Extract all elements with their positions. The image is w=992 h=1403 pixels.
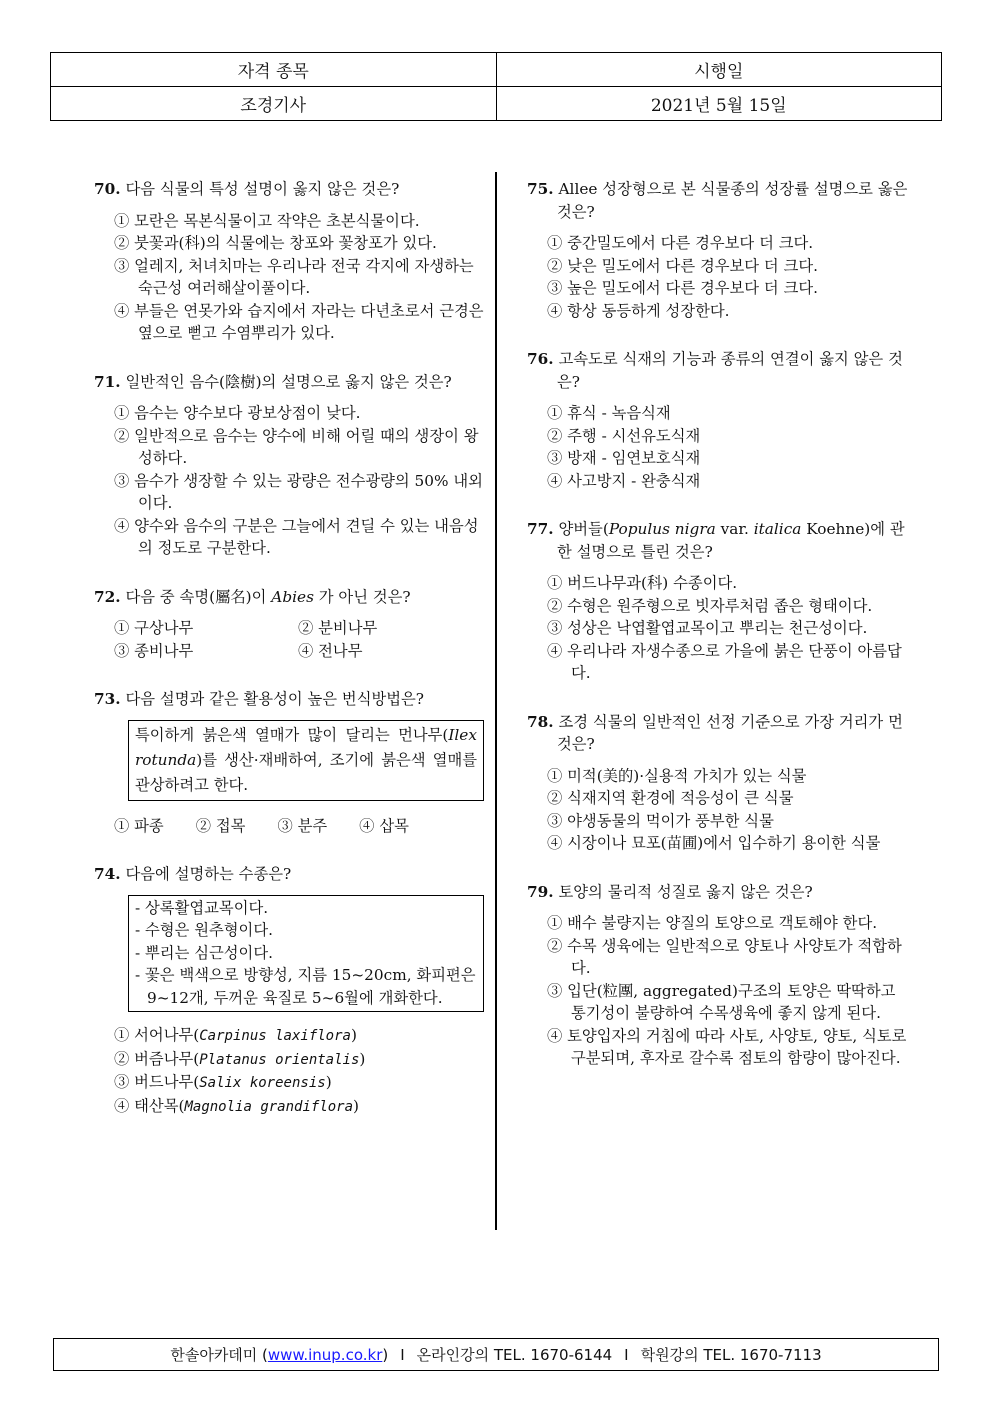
question-text: [94, 863, 484, 886]
option-list: [547, 765, 912, 855]
option-2[interactable]: ② 주행 - 시선유도식재: [547, 426, 701, 445]
option-label: ① 서어나무(: [114, 1026, 200, 1044]
option-2[interactable]: ② 낮은 밀도에서 다른 경우보다 더 크다.: [547, 256, 818, 275]
option-3[interactable]: [114, 1071, 484, 1095]
box-item: - 수형은 원추형이다.: [135, 921, 273, 939]
question-74: [94, 863, 484, 1118]
scientific-name: Salix koreensis: [199, 1075, 326, 1091]
box-text-end: )를 생산·재배하여, 조기에 붉은색 열매를 관상하려고 한다.: [135, 750, 477, 794]
option-1[interactable]: [114, 1024, 484, 1048]
scientific-name: Platanus orientalis: [199, 1051, 360, 1068]
option-3[interactable]: ③ 높은 밀도에서 다른 경우보다 더 크다.: [547, 279, 818, 297]
exam-date: 2021년 5월 15일: [496, 87, 942, 121]
option-4[interactable]: ④ 사고방지 - 완충식재: [547, 471, 701, 490]
question-76: [527, 348, 912, 492]
option-close: ): [353, 1096, 360, 1115]
question-text: [527, 178, 912, 223]
option-list: [114, 1024, 484, 1118]
option-close: ): [350, 1026, 357, 1044]
header-label-exam-type: 자격 종목: [51, 53, 497, 87]
question-prompt: 다음 식물의 특성 설명이 옳지 않은 것은?: [125, 180, 400, 198]
option-3[interactable]: ③ 야생동물의 먹이가 풍부한 식물: [547, 811, 774, 830]
left-column: [94, 178, 484, 1144]
academy-name-close: ): [382, 1345, 389, 1364]
option-4[interactable]: ④ 전나무: [298, 641, 363, 660]
option-1[interactable]: ① 중간밀도에서 다른 경우보다 더 크다.: [547, 234, 814, 252]
question-71: [94, 371, 484, 560]
option-list: [547, 402, 912, 492]
question-number: 75.: [527, 180, 554, 198]
option-3[interactable]: ③ 종비나무: [114, 641, 194, 660]
scientific-name: Carpinus laxiflora: [199, 1028, 351, 1044]
question-number: 72.: [94, 587, 121, 606]
question-prompt: 일반적인 음수(陰樹)의 설명으로 옳지 않은 것은?: [125, 372, 452, 391]
offline-lecture-phone: 학원강의 TEL. 1670-7113: [640, 1346, 822, 1364]
option-4[interactable]: [114, 1095, 484, 1119]
column-divider: [495, 172, 497, 1230]
variety-name: italica: [753, 520, 802, 538]
option-2[interactable]: ② 붓꽃과(科)의 식물에는 창포와 꽃창포가 있다.: [114, 234, 437, 252]
option-2[interactable]: [114, 1048, 484, 1072]
academy-website-link[interactable]: www.inup.co.kr: [267, 1345, 383, 1364]
question-text: [94, 178, 484, 201]
question-text: [94, 371, 484, 394]
option-close: ): [325, 1073, 332, 1091]
question-text: [94, 688, 484, 711]
option-list: [114, 402, 484, 560]
option-3[interactable]: ③ 입단(粒團, aggregated)구조의 토양은 딱딱하고 통기성이 불량하여 수목생육에 좋지 않게 된다.: [547, 981, 896, 1022]
question-prompt: 조경 식물의 일반적인 선정 기준으로 가장 거리가 먼 것은?: [557, 712, 903, 753]
separator: I: [624, 1345, 629, 1364]
question-text: [527, 518, 912, 563]
box-item: - 꽃은 백색으로 방향성, 지름 15~20cm, 화피편은 9~12개, 두꺼운 육질로 5~6월에 개화한다.: [135, 966, 476, 1007]
option-label: ③ 버드나무(: [114, 1073, 200, 1091]
option-3[interactable]: ③ 음수가 생장할 수 있는 광량은 전수광량의 50% 내외이다.: [114, 471, 483, 512]
option-4[interactable]: ④ 항상 동등하게 성장한다.: [547, 301, 730, 320]
option-list: [547, 572, 912, 685]
question-prompt: 고속도로 식재의 기능과 종류의 연결이 옳지 않은 것은?: [557, 350, 903, 391]
separator: I: [400, 1345, 405, 1364]
option-4[interactable]: ④ 부들은 연못가와 습지에서 자라는 다년초로서 근경은 옆으로 뻗고 수염뿌리가 있다.: [114, 301, 484, 342]
option-1[interactable]: ① 구상나무: [114, 619, 194, 637]
question-number: 78.: [527, 712, 554, 731]
option-2[interactable]: ② 분비나무: [298, 619, 378, 637]
question-77: [527, 518, 912, 685]
option-1[interactable]: ① 배수 불량지는 양질의 토양으로 객토해야 한다.: [547, 914, 878, 932]
footer-contact-bar: [53, 1338, 939, 1371]
option-3[interactable]: ③ 방재 - 임연보호식재: [547, 449, 701, 467]
option-4[interactable]: ④ 우리나라 자생수종으로 가을에 붉은 단풍이 아름답다.: [547, 641, 902, 682]
header-label-exam-date: 시행일: [496, 53, 942, 87]
question-prompt-end: 가 아닌 것은?: [313, 587, 411, 606]
question-number: 73.: [94, 690, 121, 708]
option-4[interactable]: ④ 양수와 음수의 구분은 그늘에서 견딜 수 있는 내음성의 정도로 구분한다.: [114, 516, 479, 557]
option-1[interactable]: ① 버드나무과(科) 수종이다.: [547, 574, 738, 592]
question-prompt: 다음 중 속명(屬名)이: [125, 587, 272, 606]
academy-name: 한솔아카데미 (: [170, 1346, 268, 1364]
question-number: 74.: [94, 865, 121, 883]
question-70: [94, 178, 484, 345]
option-label: ④ 태산목(: [114, 1096, 185, 1115]
online-lecture-phone: 온라인강의 TEL. 1670-6144: [416, 1346, 613, 1364]
option-label: ② 버즘나무(: [114, 1049, 200, 1068]
question-prompt: 다음 설명과 같은 활용성이 높은 번식방법은?: [125, 690, 424, 708]
question-prompt: Allee 성장형으로 본 식물종의 성장률 설명으로 옳은 것은?: [557, 180, 908, 221]
question-text: [527, 881, 912, 904]
box-item: - 상록활엽교목이다.: [135, 898, 269, 917]
option-4[interactable]: ④ 시장이나 묘포(苗圃)에서 입수하기 용이한 식물: [547, 834, 881, 852]
exam-name: 조경기사: [51, 87, 497, 121]
genus-name: Abies: [271, 587, 314, 606]
question-75: [527, 178, 912, 322]
question-79: [527, 881, 912, 1070]
option-1[interactable]: ① 음수는 양수보다 광보상점이 낮다.: [114, 404, 361, 422]
question-prompt: 토양의 물리적 성질로 옳지 않은 것은?: [558, 882, 813, 901]
option-1[interactable]: ① 파종: [114, 816, 164, 835]
question-78: [527, 711, 912, 855]
box-item: - 뿌리는 심근성이다.: [135, 943, 273, 962]
option-2[interactable]: ② 수목 생육에는 일반적으로 양토나 사양토가 적합하다.: [547, 936, 902, 977]
question-prompt-mid: var.: [715, 520, 754, 538]
option-list: [114, 210, 484, 345]
option-2[interactable]: ② 수형은 원주형으로 빗자루처럼 좁은 형태이다.: [547, 596, 873, 615]
question-prompt: 다음에 설명하는 수종은?: [125, 865, 292, 883]
question-text: [527, 348, 912, 393]
question-number: 76.: [527, 350, 554, 368]
question-number: 70.: [94, 180, 121, 198]
question-73: [94, 688, 484, 837]
scientific-name: Populus nigra: [608, 520, 716, 538]
option-2[interactable]: ② 일반적으로 음수는 양수에 비해 어릴 때의 생장이 왕성하다.: [114, 426, 479, 467]
option-3[interactable]: ③ 성상은 낙엽활엽교목이고 뿌리는 천근성이다.: [547, 619, 868, 637]
question-72: [94, 586, 484, 663]
question-prompt-end: Koehne)에 관한 설명으로 틀린 것은?: [557, 520, 905, 561]
option-3[interactable]: ③ 분주: [277, 816, 328, 835]
option-close: ): [359, 1049, 366, 1068]
question-text: [527, 711, 912, 756]
box-text: 특이하게 붉은색 열매가 많이 달리는 먼나무(: [135, 725, 449, 744]
right-column: [527, 178, 912, 1096]
option-4[interactable]: ④ 삽목: [359, 816, 409, 835]
question-info-box: [128, 895, 484, 1013]
scientific-name: Magnolia grandiflora: [184, 1098, 354, 1115]
question-number: 77.: [527, 520, 554, 538]
option-1[interactable]: ① 미적(美的)·실용적 가치가 있는 식물: [547, 766, 807, 785]
scientific-name: Ilex rotunda: [135, 725, 477, 769]
option-2[interactable]: ② 식재지역 환경에 적응성이 큰 식물: [547, 789, 794, 807]
option-list: [547, 912, 912, 1070]
question-text: [94, 586, 484, 609]
option-1[interactable]: ① 모란은 목본식물이고 작약은 초본식물이다.: [114, 211, 420, 230]
question-number: 79.: [527, 882, 554, 901]
option-4[interactable]: ④ 토양입자의 거침에 따라 사토, 사양토, 양토, 식토로 구분되며, 후자로 갈수록 점토의 함량이 많아진다.: [547, 1026, 907, 1067]
option-grid: [114, 617, 484, 662]
option-2[interactable]: ② 접목: [195, 816, 246, 835]
option-row: [114, 815, 484, 838]
option-3[interactable]: ③ 얼레지, 처녀치마는 우리나라 전국 각지에 자생하는 숙근성 여러해살이풀이다.: [114, 256, 474, 297]
question-prompt: 양버들(: [558, 520, 609, 538]
option-list: [547, 232, 912, 322]
question-number: 71.: [94, 372, 121, 391]
exam-header-table: [50, 52, 942, 121]
question-info-box: [128, 720, 484, 801]
option-1[interactable]: ① 휴식 - 녹음식재: [547, 404, 671, 422]
